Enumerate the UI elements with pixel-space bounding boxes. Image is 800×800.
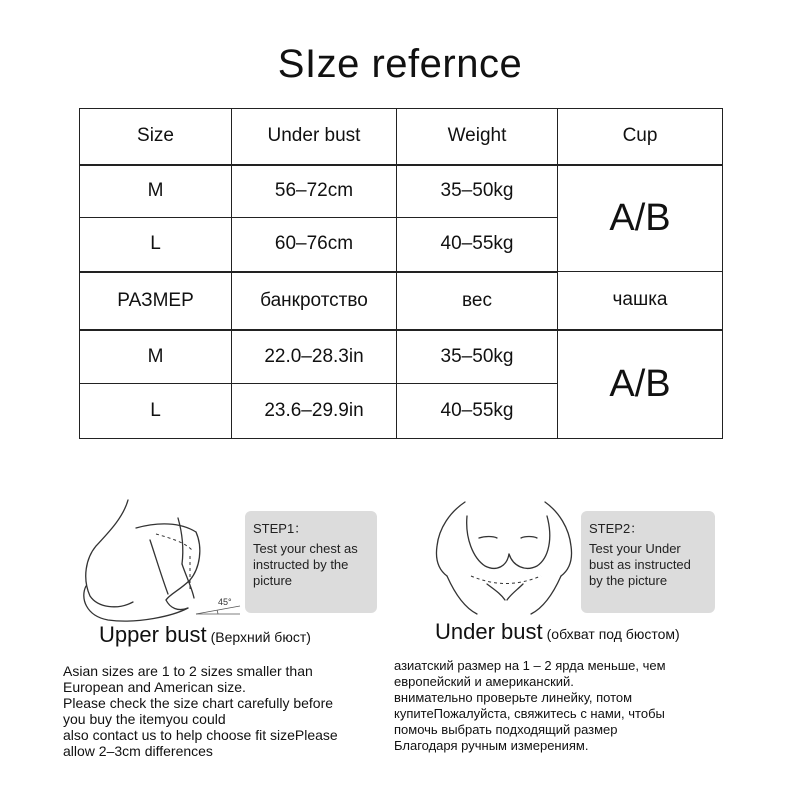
table-row — [80, 330, 723, 384]
table-header-row — [80, 109, 723, 165]
cup-cell: A/B — [558, 165, 723, 272]
table-row — [80, 165, 723, 218]
note-line: European and American size. — [63, 679, 246, 695]
weight-cell: 40–55kg — [397, 218, 558, 272]
upper-bust-label-ru: (Верхний бюст) — [210, 629, 311, 645]
header-cell: РАЗМЕР — [80, 272, 232, 330]
upper-bust-caption — [99, 622, 311, 648]
header-cell: вес — [397, 272, 558, 330]
under-bust-cell: 60–76cm — [232, 218, 397, 272]
table-header-row-ru — [80, 272, 723, 330]
note-line: Благодаря ручным измерениям. — [394, 738, 589, 753]
step2-card — [581, 511, 715, 613]
weight-cell: 35–50kg — [397, 330, 558, 384]
step2-title: STEP2： — [589, 521, 644, 536]
note-line: купитеПожалуйста, свяжитесь с нами, чтобы — [394, 706, 665, 721]
under-bust-figure-illustration — [425, 498, 585, 618]
size-cell: L — [80, 218, 232, 272]
note-line: азиатский размер на 1 – 2 ярда меньше, чем — [394, 658, 666, 673]
upper-bust-figure-illustration — [78, 498, 258, 628]
under-bust-caption — [435, 619, 680, 645]
note-line: внимательно проверьте линейку, потом — [394, 690, 633, 705]
header-cell: Cup — [558, 109, 723, 165]
upper-bust-label: Upper bust — [99, 622, 207, 647]
header-cell: банкротство — [232, 272, 397, 330]
size-cell: M — [80, 165, 232, 218]
note-line: allow 2–3cm differences — [63, 743, 213, 759]
header-cell: Size — [80, 109, 232, 165]
size-cell: M — [80, 330, 232, 384]
size-note-ru — [394, 658, 666, 754]
cup-cell: A/B — [558, 330, 723, 439]
under-bust-cell: 22.0–28.3in — [232, 330, 397, 384]
note-line: помочь выбрать подходящий размер — [394, 722, 618, 737]
note-line: Please check the size chart carefully before — [63, 695, 334, 711]
under-bust-label: Under bust — [435, 619, 543, 644]
size-cell: L — [80, 384, 232, 439]
page-title: SIze refernce — [277, 42, 523, 86]
note-line: also contact us to help choose fit sizePlease — [63, 727, 338, 743]
weight-cell: 40–55kg — [397, 384, 558, 439]
header-cell: чашка — [558, 272, 723, 330]
step1-text: Test your chest as instructed by the picture — [253, 541, 358, 588]
step1-title: STEP1： — [253, 521, 308, 536]
size-table — [79, 108, 723, 439]
step1-card — [245, 511, 377, 613]
size-note-en — [63, 663, 338, 759]
header-cell: Weight — [397, 109, 558, 165]
note-line: you buy the itemyou could — [63, 711, 226, 727]
note-line: Asian sizes are 1 to 2 sizes smaller than — [63, 663, 313, 679]
angle-label: 45° — [218, 597, 232, 607]
step2-text: Test your Under bust as instructed by the picture — [589, 541, 691, 588]
note-line: европейский и американский. — [394, 674, 574, 689]
under-bust-cell: 23.6–29.9in — [232, 384, 397, 439]
header-cell: Under bust — [232, 109, 397, 165]
under-bust-cell: 56–72cm — [232, 165, 397, 218]
under-bust-label-ru: (обхват под бюстом) — [546, 626, 680, 642]
weight-cell: 35–50kg — [397, 165, 558, 218]
